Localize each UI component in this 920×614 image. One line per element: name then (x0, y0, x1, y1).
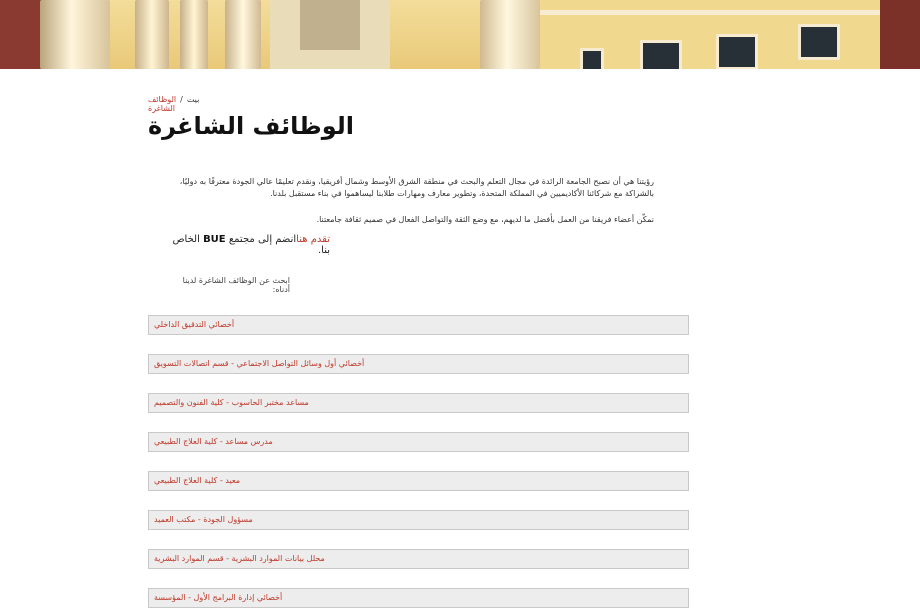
job-title-link[interactable]: مساعد مختبر الحاسوب - كلية الفنون والتصميم (154, 398, 309, 407)
bue-brand-text: BUE (203, 234, 226, 245)
intro-paragraph-team: نمكّن أعضاء فريقنا من العمل بأفضل ما لديهم، مع وضع الثقة والتواصل الفعال في صميم ثقافة جامعتنا. (316, 215, 654, 224)
breadcrumb-home-link[interactable]: بيت (186, 95, 200, 104)
job-item[interactable] (148, 354, 689, 374)
apply-here-link[interactable]: هنا (296, 234, 308, 245)
join-suffix: الخاص بنا. (172, 234, 330, 256)
breadcrumb (148, 95, 218, 113)
job-title-link[interactable]: مدرس مساعد - كلية العلاج الطبيعي (154, 437, 273, 446)
breadcrumb-current: الوظائف الشاغرة (148, 95, 177, 113)
job-item[interactable] (148, 393, 689, 413)
search-vacancies-text: ابحث عن الوظائف الشاغرة لدينا أدناه: (182, 276, 290, 294)
job-item[interactable] (148, 510, 689, 530)
job-title-link[interactable]: مسؤول الجودة - مكتب العميد (154, 515, 253, 524)
job-item[interactable] (148, 315, 689, 335)
join-text: انضم إلى مجتمع (228, 234, 297, 245)
intro-text (170, 176, 654, 224)
job-title-link[interactable]: محلل بيانات الموارد البشرية - قسم الموارد البشرية (154, 554, 325, 563)
job-title-link[interactable]: أخصائي أول وسائل التواصل الاجتماعي - قسم اتصالات التسويق (154, 359, 365, 368)
apply-prefix: تقدم (310, 234, 330, 245)
job-title-link[interactable]: أخصائي التدقيق الداخلي (154, 320, 235, 329)
job-title-link[interactable]: أخصائي إدارة البرامج الأول - المؤسسة (154, 593, 283, 602)
job-item[interactable] (148, 549, 689, 569)
intro-paragraph-vision: رؤيتنا هي أن نصبح الجامعة الرائدة في مجال التعلم والبحث في منطقة الشرق الأوسط وشمال أفريقيا، ونقدم تعليمًا عالي الجودة معترفًا به دوليًا، بالشراكة مع شركائنا الأكاديميين في المملكة المتحدة، وتطوير معارف ومهارات طلابنا ليساهموا في بناء مستقبل بلدنا. (179, 177, 654, 198)
hero-banner-image (0, 0, 920, 69)
breadcrumb-separator: / (180, 95, 183, 104)
join-community-line (170, 234, 330, 256)
job-item[interactable] (148, 471, 689, 491)
job-item[interactable] (148, 432, 689, 452)
job-item[interactable] (148, 588, 689, 608)
page-title: الوظائف الشاغرة (148, 112, 355, 140)
job-title-link[interactable]: معيد - كلية العلاج الطبيعي (154, 476, 241, 485)
